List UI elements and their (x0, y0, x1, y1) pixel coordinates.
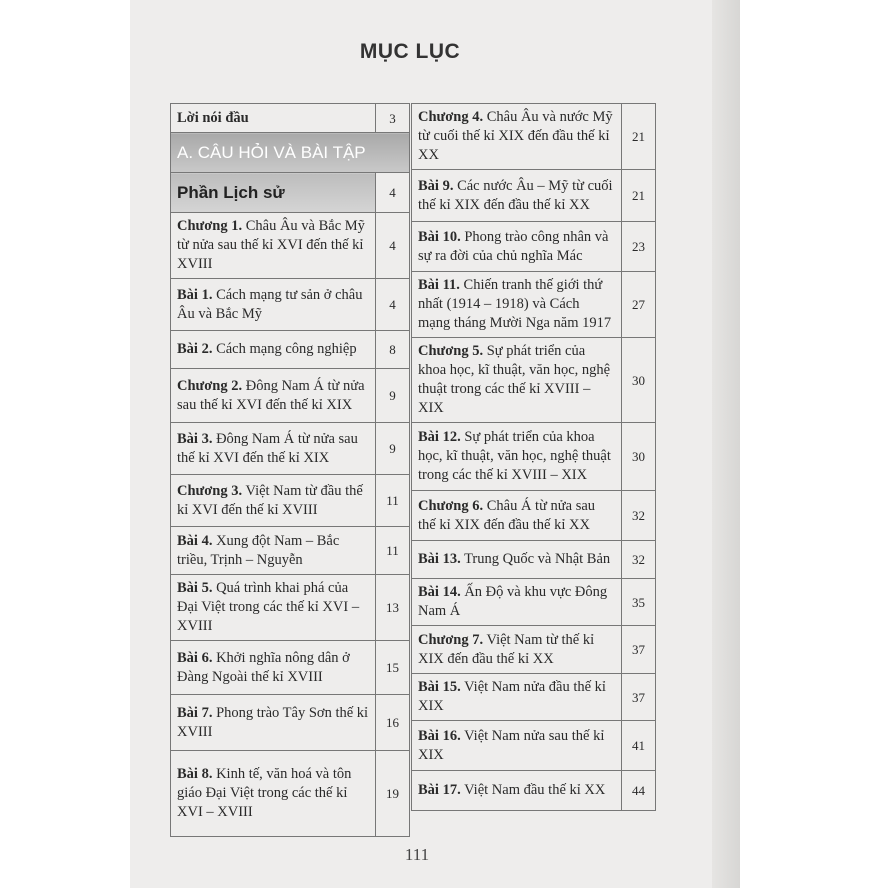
toc-page-number: 27 (622, 272, 656, 338)
toc-row (171, 575, 410, 641)
toc-row (171, 104, 410, 133)
toc-row (171, 279, 410, 331)
toc-row (171, 423, 410, 475)
toc-page-number: 37 (622, 626, 656, 674)
toc-entry-text: Trung Quốc và Nhật Bản (464, 551, 611, 567)
toc-entry-text: Chiến tranh thế giới thứ nhất (1914 – 1918) và Cách mạng tháng Mười Nga năm 1917 (418, 277, 612, 331)
toc-row (412, 491, 656, 541)
toc-entry-text: Châu Á từ nửa sau thế kỉ XIX đến đầu thế kỉ XX (418, 497, 596, 533)
toc-row (412, 170, 656, 222)
toc-entry-label: Lời nói đầu (177, 109, 249, 126)
toc-row (412, 541, 656, 579)
toc-entry-label: Bài 12. (418, 429, 461, 445)
toc-entry-label: Bài 6. (177, 649, 213, 666)
toc-row (412, 626, 656, 674)
toc-right-column (411, 103, 656, 811)
toc-entry (171, 575, 376, 641)
toc-row (412, 579, 656, 626)
toc-page-number: 21 (622, 170, 656, 222)
toc-row (412, 674, 656, 721)
toc-row (412, 423, 656, 491)
toc-page-number: 35 (622, 579, 656, 626)
toc-page-number: 15 (376, 641, 410, 695)
toc-page-number: 9 (376, 423, 410, 475)
toc-entry-label: Chương 1. (177, 218, 243, 234)
toc-entry-label: Chương 4. (418, 109, 484, 125)
toc-entry (412, 170, 622, 222)
toc-page-number: 41 (622, 721, 656, 771)
toc-entry-label: Chương 5. (418, 343, 484, 359)
toc-entry (171, 213, 376, 279)
toc-entry (412, 721, 622, 771)
toc-entry-text: Kinh tế, văn hoá và tôn giáo Đại Việt trong các thế kỉ XVI – XVIII (177, 766, 352, 820)
toc-entry (171, 641, 376, 695)
toc-page-number: 4 (376, 279, 410, 331)
toc-entry (412, 674, 622, 721)
toc-entry (412, 771, 622, 811)
toc-page-number: 4 (376, 213, 410, 279)
toc-entry-label: Chương 2. (177, 377, 243, 394)
toc-entry-text: Đông Nam Á từ nửa sau thế kỉ XVI đến thế kỉ XIX (177, 430, 358, 466)
toc-row (171, 475, 410, 527)
toc-entry (412, 491, 622, 541)
toc-entry-text: Xung đột Nam – Bắc triều, Trịnh – Nguyễn (177, 532, 340, 568)
toc-entry-label: Chương 3. (177, 482, 243, 499)
toc-page-number: 21 (622, 104, 656, 170)
page-number: 111 (404, 845, 430, 864)
toc-row (412, 338, 656, 423)
toc-entry-text: Sự phát triển của khoa học, kĩ thuật, văn học, nghệ thuật trong các thế kỉ XVIII – XIX (418, 429, 611, 483)
toc-entry (412, 541, 622, 579)
toc-entry-label: Bài 17. (418, 782, 461, 798)
toc-entry (412, 338, 622, 423)
toc-entry-label: Bài 14. (418, 584, 461, 600)
toc-entry-text: Ấn Độ và khu vực Đông Nam Á (418, 584, 608, 619)
toc-entry-text: Phong trào Tây Sơn thế kỉ XVIII (177, 704, 369, 740)
toc-entry-label: Bài 13. (418, 551, 461, 567)
toc-entry-label: Bài 16. (418, 727, 461, 744)
toc-page-number: 37 (622, 674, 656, 721)
toc-entry (171, 279, 376, 331)
toc-right-body (412, 104, 656, 811)
toc-page-number: 30 (622, 423, 656, 491)
toc-entry-text: Châu Âu và Bắc Mỹ từ nửa sau thế kỉ XVI đến thế kỉ XVIII (177, 218, 365, 272)
toc-page-number: 13 (376, 575, 410, 641)
toc-page-number: 9 (376, 369, 410, 423)
toc-page-number: 4 (376, 173, 410, 213)
toc-entry-text: Việt Nam từ đầu thế kỉ XVI đến thế kỉ XVIII (177, 482, 363, 518)
toc-row (171, 369, 410, 423)
toc-entry-text: Quá trình khai phá của Đại Việt trong các thế kỉ XVI – XVIII (177, 580, 360, 634)
toc-row (171, 641, 410, 695)
toc-entry-label: Bài 3. (177, 430, 213, 447)
toc-entry-text: Việt Nam từ thế kỉ XIX đến đầu thế kỉ XX (418, 631, 595, 667)
toc-entry (412, 104, 622, 170)
toc-row (171, 133, 410, 173)
toc-entry-text: Sự phát triển của khoa học, kĩ thuật, văn học, nghệ thuật trong các thế kỉ XVIII – XIX (418, 343, 611, 416)
toc-entry (412, 222, 622, 272)
toc-entry-label: Bài 8. (177, 766, 213, 782)
toc-entry-label: Bài 9. (418, 177, 454, 194)
toc-row (171, 695, 410, 751)
toc-entry-text: Châu Âu và nước Mỹ từ cuối thế kỉ XIX đến đầu thế kỉ XX (418, 109, 613, 163)
toc-entry (171, 331, 376, 369)
toc-entry-text: Đông Nam Á từ nửa sau thế kỉ XVI đến thế kỉ XIX (177, 377, 365, 413)
toc-entry (171, 475, 376, 527)
toc-page-number: 23 (622, 222, 656, 272)
toc-entry (171, 104, 376, 133)
toc-row (412, 104, 656, 170)
toc-entry-label: Bài 1. (177, 286, 213, 303)
toc-page-number: 3 (376, 104, 410, 133)
subsection-heading: Phần Lịch sử (171, 173, 376, 213)
toc-entry (412, 626, 622, 674)
toc-entry-text: Cách mạng tư sản ở châu Âu và Bắc Mỹ (177, 286, 363, 322)
toc-entry-text: Các nước Âu – Mỹ từ cuối thế kỉ XIX đến đầu thế kỉ XX (418, 177, 613, 213)
toc-page-number: 19 (376, 751, 410, 837)
toc-page-number: 32 (622, 541, 656, 579)
toc-left-body (171, 104, 410, 837)
toc-entry (412, 272, 622, 338)
toc-entry (171, 695, 376, 751)
toc-entry (171, 423, 376, 475)
toc-entry-label: Bài 4. (177, 532, 213, 549)
toc-page-number: 11 (376, 527, 410, 575)
toc-page-number: 32 (622, 491, 656, 541)
toc-page-number: 44 (622, 771, 656, 811)
page-title: MỤC LỤC (359, 40, 461, 63)
toc-page-number: 30 (622, 338, 656, 423)
toc-entry-text: Việt Nam nửa sau thế kỉ XIX (418, 727, 605, 763)
toc-row (171, 213, 410, 279)
toc-row (171, 331, 410, 369)
toc-entry-label: Bài 15. (418, 679, 461, 695)
toc-page-number: 11 (376, 475, 410, 527)
toc-page-number: 8 (376, 331, 410, 369)
toc-entry-text: Việt Nam đầu thế kỉ XX (464, 782, 606, 798)
toc-entry (171, 527, 376, 575)
toc-page-number: 16 (376, 695, 410, 751)
toc-entry-label: Bài 2. (177, 341, 213, 357)
toc-entry-text: Cách mạng công nghiệp (216, 341, 357, 357)
toc-row (171, 527, 410, 575)
toc-entry-label: Bài 5. (177, 580, 213, 596)
toc-entry-label: Bài 11. (418, 277, 460, 293)
toc-entry-label: Bài 7. (177, 704, 213, 721)
toc-entry (171, 751, 376, 837)
toc-entry-label: Bài 10. (418, 228, 461, 245)
toc-row (171, 173, 410, 213)
toc-entry-text: Việt Nam nửa đầu thế kỉ XIX (418, 679, 606, 714)
section-heading: A. CÂU HỎI VÀ BÀI TẬP (171, 133, 410, 173)
toc-entry (412, 579, 622, 626)
toc-entry (412, 423, 622, 491)
toc-row (412, 272, 656, 338)
toc-entry-label: Chương 7. (418, 631, 484, 648)
toc-row (412, 721, 656, 771)
toc-left-column (170, 103, 410, 837)
page-edge-shadow (712, 0, 740, 888)
toc-entry-text: Khởi nghĩa nông dân ở Đàng Ngoài thế kỉ XVIII (177, 649, 350, 685)
toc-entry (171, 369, 376, 423)
toc-entry-text: Phong trào công nhân và sự ra đời của chủ nghĩa Mác (418, 228, 609, 264)
toc-row (412, 222, 656, 272)
toc-entry-label: Chương 6. (418, 497, 484, 514)
toc-row (171, 751, 410, 837)
toc-row (412, 771, 656, 811)
